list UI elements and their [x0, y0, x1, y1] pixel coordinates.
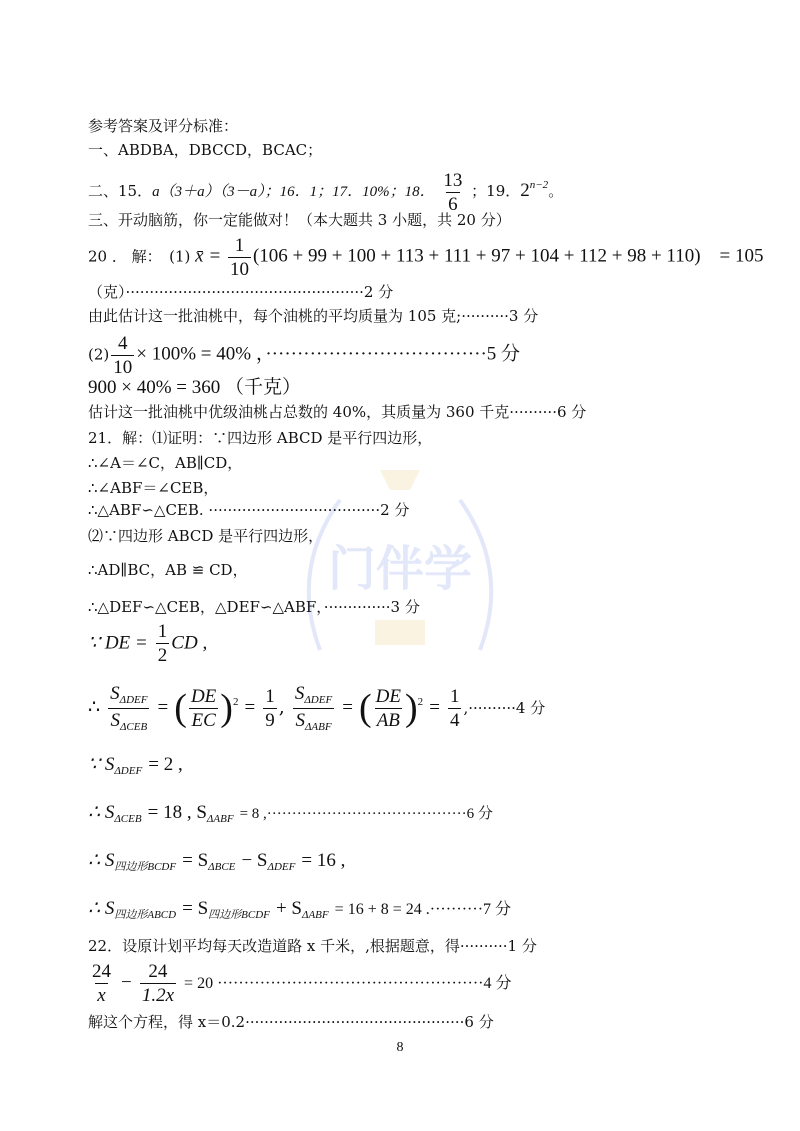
q21-line-12: ∴ $S_{四边形BCDF} = S_{\Delta BCE} - S_{\Delta DEF} = 16$ , — [88, 850, 346, 873]
q21-line-9: ∴ $\frac{S_{\Delta DEF}}{S_{\Delta CEB}}$ = ( $\frac{DE}{EC}$ )$^2$ = $\frac{1}{9}$ , $\frac{S_{\Delta DEF}}{S_{\Delta ABF}}$ = ( $\frac{DE}{AB}$ )$^2$ = $\frac{1}{4}$ ,··········4 分 — [88, 682, 546, 733]
q21-line-2: ∴∠A＝∠C，AB∥CD， — [88, 454, 243, 472]
section-title: 参考答案及评分标准： — [88, 117, 239, 135]
q22-line-3: 解这个方程，得 x＝0.2··············································6 分 — [88, 1013, 494, 1031]
q21-line-7: ∴△DEF∽△CEB，△DEF∽△ABF，··············3 分 — [88, 598, 420, 616]
q21-line-8: ∵ DE = $\frac{1}{2}$ CD , — [88, 621, 208, 666]
page-number: 8 — [396, 1040, 404, 1055]
q20-line-4: (2) $\frac{4}{10}$ × 100% = 40% ，···································5 分 — [88, 333, 521, 378]
q20-line-5: 900 × 40% = 360 （千克） — [88, 377, 302, 398]
q21-line-5: ⑵∵四边形 ABCD 是平行四边形， — [88, 527, 324, 545]
answers-section-2: 二、15．a（3＋a）（3－a）；16．1；17．10%；18． $\frac{13}{6}$ ；19．$2^{n-2}$。 — [88, 169, 564, 215]
q21-line-1: 21．解：⑴证明：∵四边形 ABCD 是平行四边形， — [88, 429, 433, 447]
q20-line-6: 估计这一批油桃中优级油桃占总数的 40%，其质量为 360 千克··········6 分 — [88, 403, 587, 421]
q21-line-4: ∴△ABF∽△CEB. ····································2 分 — [88, 501, 410, 519]
answers-section-1: 一、ABDBA，DBCCD，BCAC； — [88, 141, 323, 159]
watermark-logo — [280, 450, 520, 690]
q20-line-2: （克）··················································2 分 — [88, 283, 394, 301]
q21-line-3: ∴∠ABF＝∠CEB， — [88, 479, 219, 497]
q22-line-1: 22．设原计划平均每天改造道路 x 千米，,根据题意，得··········1 分 — [88, 937, 537, 955]
q21-line-13: ∴ $S_{四边形ABCD} = S_{四边形BCDF} + S_{\Delta ABF} = 16 + 8 = 24$ .··········7 分 — [88, 898, 512, 921]
section-3-heading: 三、开动脑筋，你一定能做对！（本大题共 3 小题，共 20 分） — [88, 211, 511, 229]
q22-equation: $\frac{24}{x}$ − $\frac{24}{1.2x}$ = 20 ··················································4 分 — [92, 960, 512, 1006]
q20-line-3: 由此估计这一批油桃中，每个油桃的平均质量为 105 克;··········3 分 — [88, 307, 539, 325]
watermark-text: 门伴学 — [327, 541, 473, 597]
q20-line-1: 20 ． 解： (1) x̄ = $\frac{1}{10}$ (106 + 99 + 100 + 113 + 111 + 97 + 104 + 112 + 98 + 110) = 105 — [88, 235, 764, 280]
q21-line-6: ∴AD∥BC，AB ≌ CD， — [88, 561, 248, 579]
q21-line-10: ∵ $S_{\Delta DEF} = 2$ , — [88, 754, 183, 777]
q21-line-11: ∴ $S_{\Delta CEB} = 18$ , $S_{\Delta ABF} = 8$ ,········································6 分 — [88, 802, 493, 825]
